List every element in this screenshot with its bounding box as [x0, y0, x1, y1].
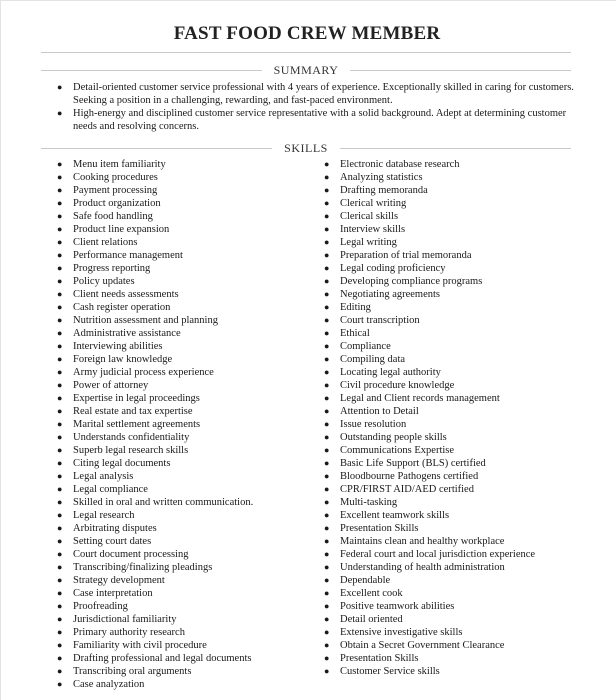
bullet-icon: ● [324, 588, 330, 598]
skill-item-text: Marital settlement agreements [73, 419, 201, 430]
skill-item-text: Client needs assessments [73, 289, 179, 300]
bullet-icon: ● [324, 575, 330, 585]
skill-item [57, 600, 307, 613]
skill-item [57, 275, 307, 288]
bullet-icon: ● [324, 172, 330, 182]
skill-item [57, 483, 307, 496]
bullet-icon: ● [57, 614, 63, 624]
skill-item-text: Obtain a Secret Government Clearance [340, 640, 505, 651]
bullet-icon: ● [324, 458, 330, 468]
skills-heading: SKILLS [284, 140, 328, 155]
bullet-icon: ● [324, 445, 330, 455]
bullet-icon: ● [324, 523, 330, 533]
skill-item [324, 444, 584, 457]
skill-item [324, 652, 584, 665]
skill-item [57, 522, 307, 535]
skills-rule-right [340, 148, 571, 149]
bullet-icon: ● [324, 237, 330, 247]
skill-item-text: Setting court dates [73, 536, 152, 547]
skill-item [57, 535, 307, 548]
skill-item [324, 535, 584, 548]
skill-item-text: Superb legal research skills [73, 445, 189, 456]
skill-item-text: Excellent teamwork skills [340, 510, 450, 521]
skill-item-text: Understanding of health administration [340, 562, 505, 573]
skill-item-text: Legal writing [340, 237, 397, 248]
bullet-icon: ● [57, 510, 63, 520]
bullet-icon: ● [324, 601, 330, 611]
skill-item [324, 639, 584, 652]
skill-item-text: Positive teamwork abilities [340, 601, 455, 612]
skill-item [324, 288, 584, 301]
skill-item-text: Performance management [73, 250, 183, 261]
bullet-icon: ● [324, 471, 330, 481]
skill-item [57, 405, 307, 418]
skill-item-text: Citing legal documents [73, 458, 171, 469]
skill-item-text: Interviewing abilities [73, 341, 163, 352]
skill-item [57, 548, 307, 561]
skill-item-text: Safe food handling [73, 211, 153, 222]
bullet-icon: ● [324, 250, 330, 260]
skill-item [324, 509, 584, 522]
skill-item [324, 600, 584, 613]
skill-item-text: Payment processing [73, 185, 158, 196]
skill-item [57, 249, 307, 262]
bullet-icon: ● [57, 302, 63, 312]
skills-rule-left [41, 148, 272, 149]
skill-item-text: Basic Life Support (BLS) certified [340, 458, 486, 469]
skill-item-text: CPR/FIRST AID/AED certified [340, 484, 474, 495]
bullet-icon: ● [57, 627, 63, 637]
bullet-icon: ● [324, 549, 330, 559]
skill-item [57, 509, 307, 522]
skill-item-text: Electronic database research [340, 159, 460, 170]
skill-item [324, 327, 584, 340]
bullet-icon: ● [57, 588, 63, 598]
skill-item-text: Progress reporting [73, 263, 151, 274]
skill-item [324, 158, 584, 171]
skill-item [57, 587, 307, 600]
bullet-icon: ● [324, 224, 330, 234]
skill-item [57, 457, 307, 470]
bullet-icon: ● [57, 276, 63, 286]
skill-item-text: Cash register operation [73, 302, 171, 313]
skill-item-text: Multi-tasking [340, 497, 398, 508]
skill-item-text: Product organization [73, 198, 161, 209]
skill-item [324, 236, 584, 249]
skill-item-text: Client relations [73, 237, 138, 248]
skill-item-text: Proofreading [73, 601, 128, 612]
bullet-icon: ● [57, 575, 63, 585]
bullet-icon: ● [57, 289, 63, 299]
bullet-icon: ● [324, 185, 330, 195]
bullet-icon: ● [57, 108, 63, 118]
skill-item-text: Negotiating agreements [340, 289, 441, 300]
bullet-icon: ● [57, 237, 63, 247]
summary-rule-right [350, 70, 571, 71]
bullet-icon: ● [57, 601, 63, 611]
bullet-icon: ● [57, 653, 63, 663]
skill-item-text: Presentation Skills [340, 523, 419, 534]
skill-item-text: Familiarity with civil procedure [73, 640, 207, 651]
skill-item-text: Drafting memoranda [340, 185, 428, 196]
bullet-icon: ● [57, 458, 63, 468]
skill-item [324, 314, 584, 327]
bullet-icon: ● [324, 341, 330, 351]
skill-item [57, 639, 307, 652]
bullet-icon: ● [57, 445, 63, 455]
bullet-icon: ● [324, 302, 330, 312]
skill-item-text: Court transcription [340, 315, 420, 326]
bullet-icon: ● [57, 393, 63, 403]
bullet-icon: ● [57, 367, 63, 377]
skill-item-text: Outstanding people skills [340, 432, 447, 443]
summary-heading: SUMMARY [273, 62, 339, 77]
skill-item [57, 262, 307, 275]
bullet-icon: ● [57, 471, 63, 481]
skill-item-text: Civil procedure knowledge [340, 380, 455, 391]
skill-item-text: Federal court and local jurisdiction experience [340, 549, 536, 560]
skill-item-text: Administrative assistance [73, 328, 181, 339]
skills-section-header [41, 141, 571, 155]
summary-item-text: High-energy and disciplined customer service representative with a solid background. Adept at determining customer needs and resolving concerns. [73, 108, 567, 132]
bullet-icon: ● [57, 640, 63, 650]
skill-item-text: Case analyzation [73, 679, 145, 690]
bullet-icon: ● [324, 406, 330, 416]
skill-item-text: Communications Expertise [340, 445, 455, 456]
bullet-icon: ● [324, 263, 330, 273]
skill-item-text: Transcribing/finalizing pleadings [73, 562, 213, 573]
bullet-icon: ● [57, 341, 63, 351]
skill-item [57, 470, 307, 483]
bullet-icon: ● [324, 367, 330, 377]
skill-item-text: Compliance [340, 341, 391, 352]
skill-item [57, 327, 307, 340]
skill-item [57, 444, 307, 457]
bullet-icon: ● [57, 250, 63, 260]
bullet-icon: ● [324, 536, 330, 546]
skill-item [324, 470, 584, 483]
bullet-icon: ● [324, 562, 330, 572]
skill-item-text: Court document processing [73, 549, 189, 560]
skill-item [57, 288, 307, 301]
skill-item-text: Arbitrating disputes [73, 523, 157, 534]
skill-item [324, 405, 584, 418]
skill-item-text: Strategy development [73, 575, 165, 586]
skill-item-text: Maintains clean and healthy workplace [340, 536, 505, 547]
skill-item-text: Attention to Detail [340, 406, 419, 417]
skill-item-text: Real estate and tax expertise [73, 406, 193, 417]
skill-item-text: Preparation of trial memoranda [340, 250, 472, 261]
skill-item [324, 574, 584, 587]
skill-item [324, 366, 584, 379]
skill-item [57, 652, 307, 665]
skill-item [324, 392, 584, 405]
skill-item-text: Interview skills [340, 224, 406, 235]
skill-item-text: Nutrition assessment and planning [73, 315, 218, 326]
bullet-icon: ● [324, 484, 330, 494]
skill-item-text: Clerical skills [340, 211, 399, 222]
bullet-icon: ● [57, 419, 63, 429]
bullet-icon: ● [324, 328, 330, 338]
skill-item [324, 522, 584, 535]
skill-item [57, 340, 307, 353]
bullet-icon: ● [57, 224, 63, 234]
bullet-icon: ● [324, 653, 330, 663]
skill-item-text: Case interpretation [73, 588, 153, 599]
skill-item [57, 678, 307, 691]
skill-item [57, 353, 307, 366]
skill-item [324, 210, 584, 223]
bullet-icon: ● [324, 276, 330, 286]
bullet-icon: ● [57, 159, 63, 169]
bullet-icon: ● [324, 510, 330, 520]
summary-item [57, 107, 577, 133]
skill-item [57, 665, 307, 678]
skill-item-text: Clerical writing [340, 198, 407, 209]
skill-item [324, 184, 584, 197]
skill-item [57, 184, 307, 197]
skill-item [324, 249, 584, 262]
skill-item [324, 353, 584, 366]
bullet-icon: ● [324, 666, 330, 676]
skill-item [57, 236, 307, 249]
summary-rule-left [41, 70, 262, 71]
skill-item-text: Locating legal authority [340, 367, 441, 378]
bullet-icon: ● [324, 211, 330, 221]
skill-item [324, 418, 584, 431]
skills-list-left [57, 158, 307, 691]
skill-item-text: Bloodbourne Pathogens certified [340, 471, 479, 482]
skill-item [57, 392, 307, 405]
bullet-icon: ● [324, 198, 330, 208]
bullet-icon: ● [324, 432, 330, 442]
bullet-icon: ● [57, 679, 63, 689]
bullet-icon: ● [324, 289, 330, 299]
summary-section-header [41, 63, 571, 77]
skills-list-right [324, 158, 584, 678]
summary-item [57, 81, 577, 107]
skill-item [324, 626, 584, 639]
bullet-icon: ● [324, 419, 330, 429]
bullet-icon: ● [57, 562, 63, 572]
bullet-icon: ● [57, 432, 63, 442]
skill-item-text: Foreign law knowledge [73, 354, 173, 365]
summary-list [57, 81, 577, 133]
skill-item-text: Legal analysis [73, 471, 134, 482]
skill-item-text: Compiling data [340, 354, 406, 365]
bullet-icon: ● [324, 497, 330, 507]
skill-item-text: Army judicial process experience [73, 367, 214, 378]
skill-item [57, 574, 307, 587]
bullet-icon: ● [57, 315, 63, 325]
skill-item [324, 262, 584, 275]
skill-item [324, 496, 584, 509]
bullet-icon: ● [57, 549, 63, 559]
skill-item [57, 301, 307, 314]
skill-item [57, 197, 307, 210]
bullet-icon: ● [57, 523, 63, 533]
skill-item [324, 379, 584, 392]
bullet-icon: ● [324, 159, 330, 169]
skill-item-text: Dependable [340, 575, 391, 586]
bullet-icon: ● [324, 380, 330, 390]
bullet-icon: ● [57, 484, 63, 494]
skill-item-text: Extensive investigative skills [340, 627, 463, 638]
skill-item-text: Understands confidentiality [73, 432, 190, 443]
skill-item [324, 301, 584, 314]
skill-item [57, 379, 307, 392]
bullet-icon: ● [57, 211, 63, 221]
skill-item [324, 665, 584, 678]
skill-item-text: Power of attorney [73, 380, 149, 391]
skill-item [57, 223, 307, 236]
skill-item-text: Policy updates [73, 276, 135, 287]
bullet-icon: ● [324, 315, 330, 325]
skill-item [57, 561, 307, 574]
bullet-icon: ● [324, 393, 330, 403]
bullet-icon: ● [57, 666, 63, 676]
skill-item [324, 197, 584, 210]
skill-item [57, 366, 307, 379]
skill-item [57, 613, 307, 626]
skill-item [324, 483, 584, 496]
bullet-icon: ● [324, 614, 330, 624]
bullet-icon: ● [57, 497, 63, 507]
skill-item [57, 418, 307, 431]
skill-item [57, 626, 307, 639]
bullet-icon: ● [57, 185, 63, 195]
bullet-icon: ● [324, 354, 330, 364]
skill-item-text: Legal coding proficiency [340, 263, 446, 274]
skill-item-text: Legal research [73, 510, 135, 521]
skill-item-text: Expertise in legal proceedings [73, 393, 200, 404]
skill-item-text: Issue resolution [340, 419, 407, 430]
title-divider [41, 52, 571, 53]
bullet-icon: ● [57, 380, 63, 390]
skill-item-text: Transcribing oral arguments [73, 666, 192, 677]
skill-item [324, 561, 584, 574]
skill-item [324, 457, 584, 470]
bullet-icon: ● [57, 82, 63, 92]
summary-item-text: Detail-oriented customer service professional with 4 years of experience. Exceptionally skilled in caring for customers. Seeking a position in a challenging, rewarding, and fast-paced environment. [73, 82, 574, 106]
skill-item-text: Legal compliance [73, 484, 148, 495]
skill-item [324, 275, 584, 288]
skill-item-text: Excellent cook [340, 588, 403, 599]
skill-item-text: Developing compliance programs [340, 276, 483, 287]
skill-item [324, 171, 584, 184]
skill-item-text: Ethical [340, 328, 370, 339]
skill-item [57, 158, 307, 171]
skill-item-text: Drafting professional and legal documents [73, 653, 252, 664]
bullet-icon: ● [324, 627, 330, 637]
bullet-icon: ● [324, 640, 330, 650]
skill-item [57, 496, 307, 509]
skill-item-text: Cooking procedures [73, 172, 158, 183]
skill-item [57, 210, 307, 223]
bullet-icon: ● [57, 406, 63, 416]
bullet-icon: ● [57, 354, 63, 364]
bullet-icon: ● [57, 172, 63, 182]
skill-item [324, 587, 584, 600]
bullet-icon: ● [57, 263, 63, 273]
skill-item [324, 431, 584, 444]
skill-item [324, 340, 584, 353]
skill-item-text: Product line expansion [73, 224, 170, 235]
skill-item-text: Analyzing statistics [340, 172, 423, 183]
skill-item-text: Detail oriented [340, 614, 403, 625]
skill-item-text: Presentation Skills [340, 653, 419, 664]
skill-item-text: Customer Service skills [340, 666, 440, 677]
skill-item-text: Editing [340, 302, 371, 313]
skill-item [324, 613, 584, 626]
bullet-icon: ● [57, 328, 63, 338]
skill-item [57, 171, 307, 184]
skill-item-text: Menu item familiarity [73, 159, 166, 170]
skill-item-text: Jurisdictional familiarity [73, 614, 177, 625]
resume-title: FAST FOOD CREW MEMBER [173, 23, 441, 44]
skill-item-text: Skilled in oral and written communication. [73, 497, 254, 508]
skill-item-text: Primary authority research [73, 627, 185, 638]
bullet-icon: ● [57, 536, 63, 546]
skill-item [57, 431, 307, 444]
skill-item [324, 223, 584, 236]
bullet-icon: ● [57, 198, 63, 208]
skill-item-text: Legal and Client records management [340, 393, 500, 404]
skill-item [57, 314, 307, 327]
skill-item [324, 548, 584, 561]
